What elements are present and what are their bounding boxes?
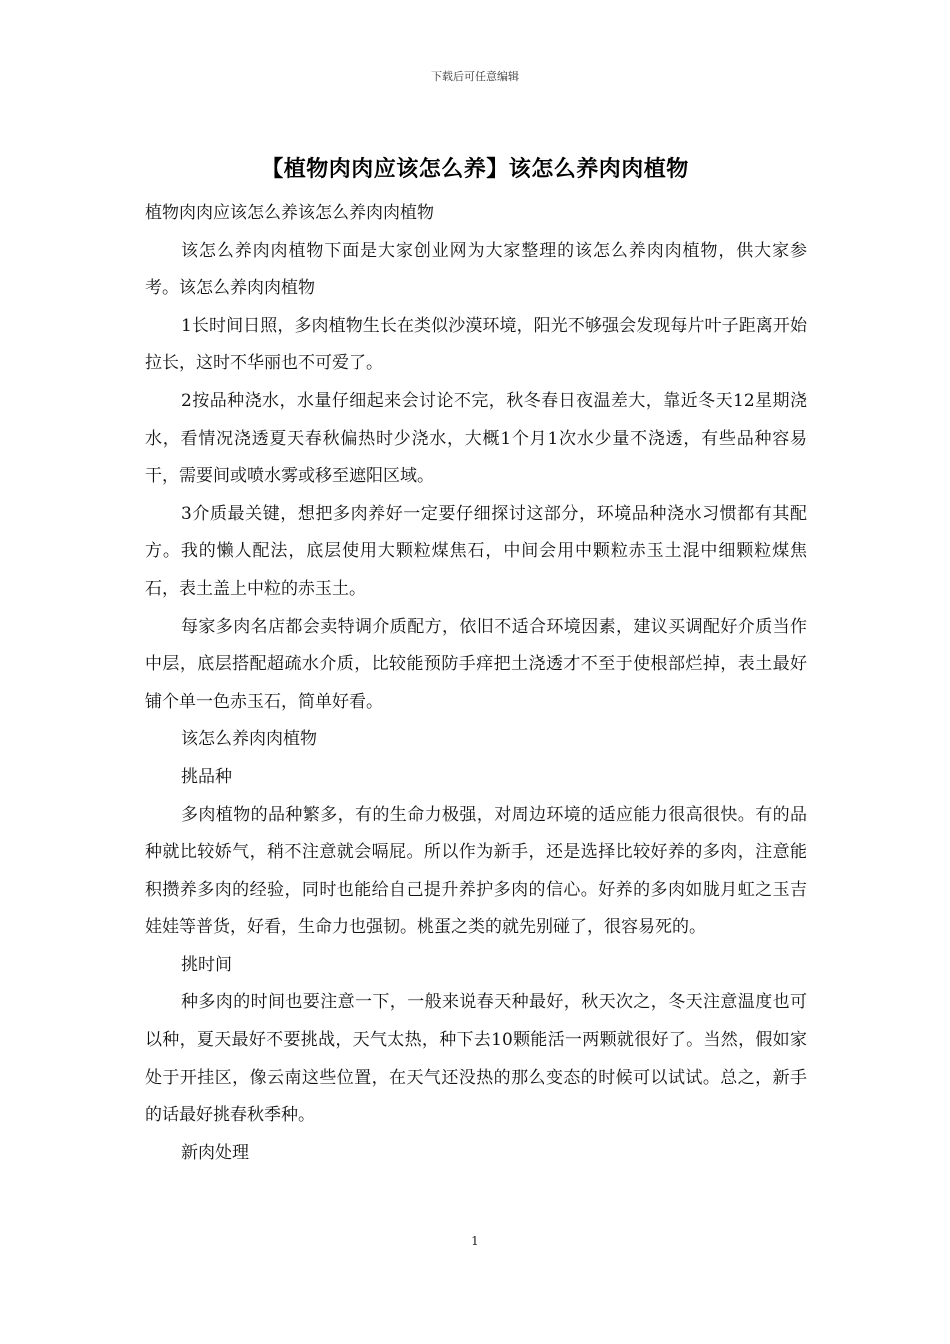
body-paragraph: 每家多肉名店都会卖特调介质配方，依旧不适合环境因素，建议买调配好介质当作中层，底层搭配超疏水介质，比较能预防手痒把土浇透才不至于使根部烂掉，表土最好铺个单一色赤玉石，简单好看。 (145, 616, 807, 712)
body-paragraph: 挑品种 (181, 766, 232, 787)
document-body (145, 195, 807, 1172)
body-paragraph: 1长时间日照，多肉植物生长在类似沙漠环境，阳光不够强会发现每片叶子距离开始拉长，这时不华丽也不可爱了。 (145, 315, 807, 374)
body-paragraph: 该怎么养肉肉植物 (181, 729, 317, 750)
body-paragraph: 植物肉肉应该怎么养该怎么养肉肉植物 (145, 203, 434, 223)
body-paragraph: 新肉处理 (181, 1142, 249, 1163)
body-paragraph: 该怎么养肉肉植物下面是大家创业网为大家整理的该怎么养肉肉植物，供大家参考。该怎么养肉肉植物 (145, 240, 807, 299)
header-note: 下载后可任意编辑 (431, 70, 519, 83)
body-paragraph: 挑时间 (181, 954, 232, 975)
document-title: 【植物肉肉应该怎么养】该怎么养肉肉植物 (261, 156, 689, 182)
body-paragraph: 多肉植物的品种繁多，有的生命力极强，对周边环境的适应能力很高很快。有的品种就比较娇气，稍不注意就会嗝屁。所以作为新手，还是选择比较好养的多肉，注意能积攒养多肉的经验，同时也能给自己提升养护多肉的信心。好养的多肉如胧月虹之玉吉娃娃等普货，好看，生命力也强韧。桃蛋之类的就先别碰了，很容易死的。 (145, 804, 807, 938)
body-paragraph: 3介质最关键，想把多肉养好一定要仔细探讨这部分，环境品种浇水习惯都有其配方。我的懒人配法，底层使用大颗粒煤焦石，中间会用中颗粒赤玉土混中细颗粒煤焦石，表土盖上中粒的赤玉土。 (145, 503, 807, 599)
page-number: 1 (471, 1234, 479, 1248)
body-paragraph: 种多肉的时间也要注意一下，一般来说春天种最好，秋天次之，冬天注意温度也可以种，夏天最好不要挑战，天气太热，种下去10颗能活一两颗就很好了。当然，假如家处于开挂区，像云南这些位置，在天气还没热的那么变态的时候可以试试。总之，新手的话最好挑春秋季种。 (145, 992, 807, 1126)
body-paragraph: 2按品种浇水，水量仔细起来会讨论不完，秋冬春日夜温差大，靠近冬天12星期浇水，看情况浇透夏天春秋偏热时少浇水，大概1个月1次水少量不浇透，有些品种容易干，需要间或喷水雾或移至遮阳区域。 (145, 390, 807, 487)
